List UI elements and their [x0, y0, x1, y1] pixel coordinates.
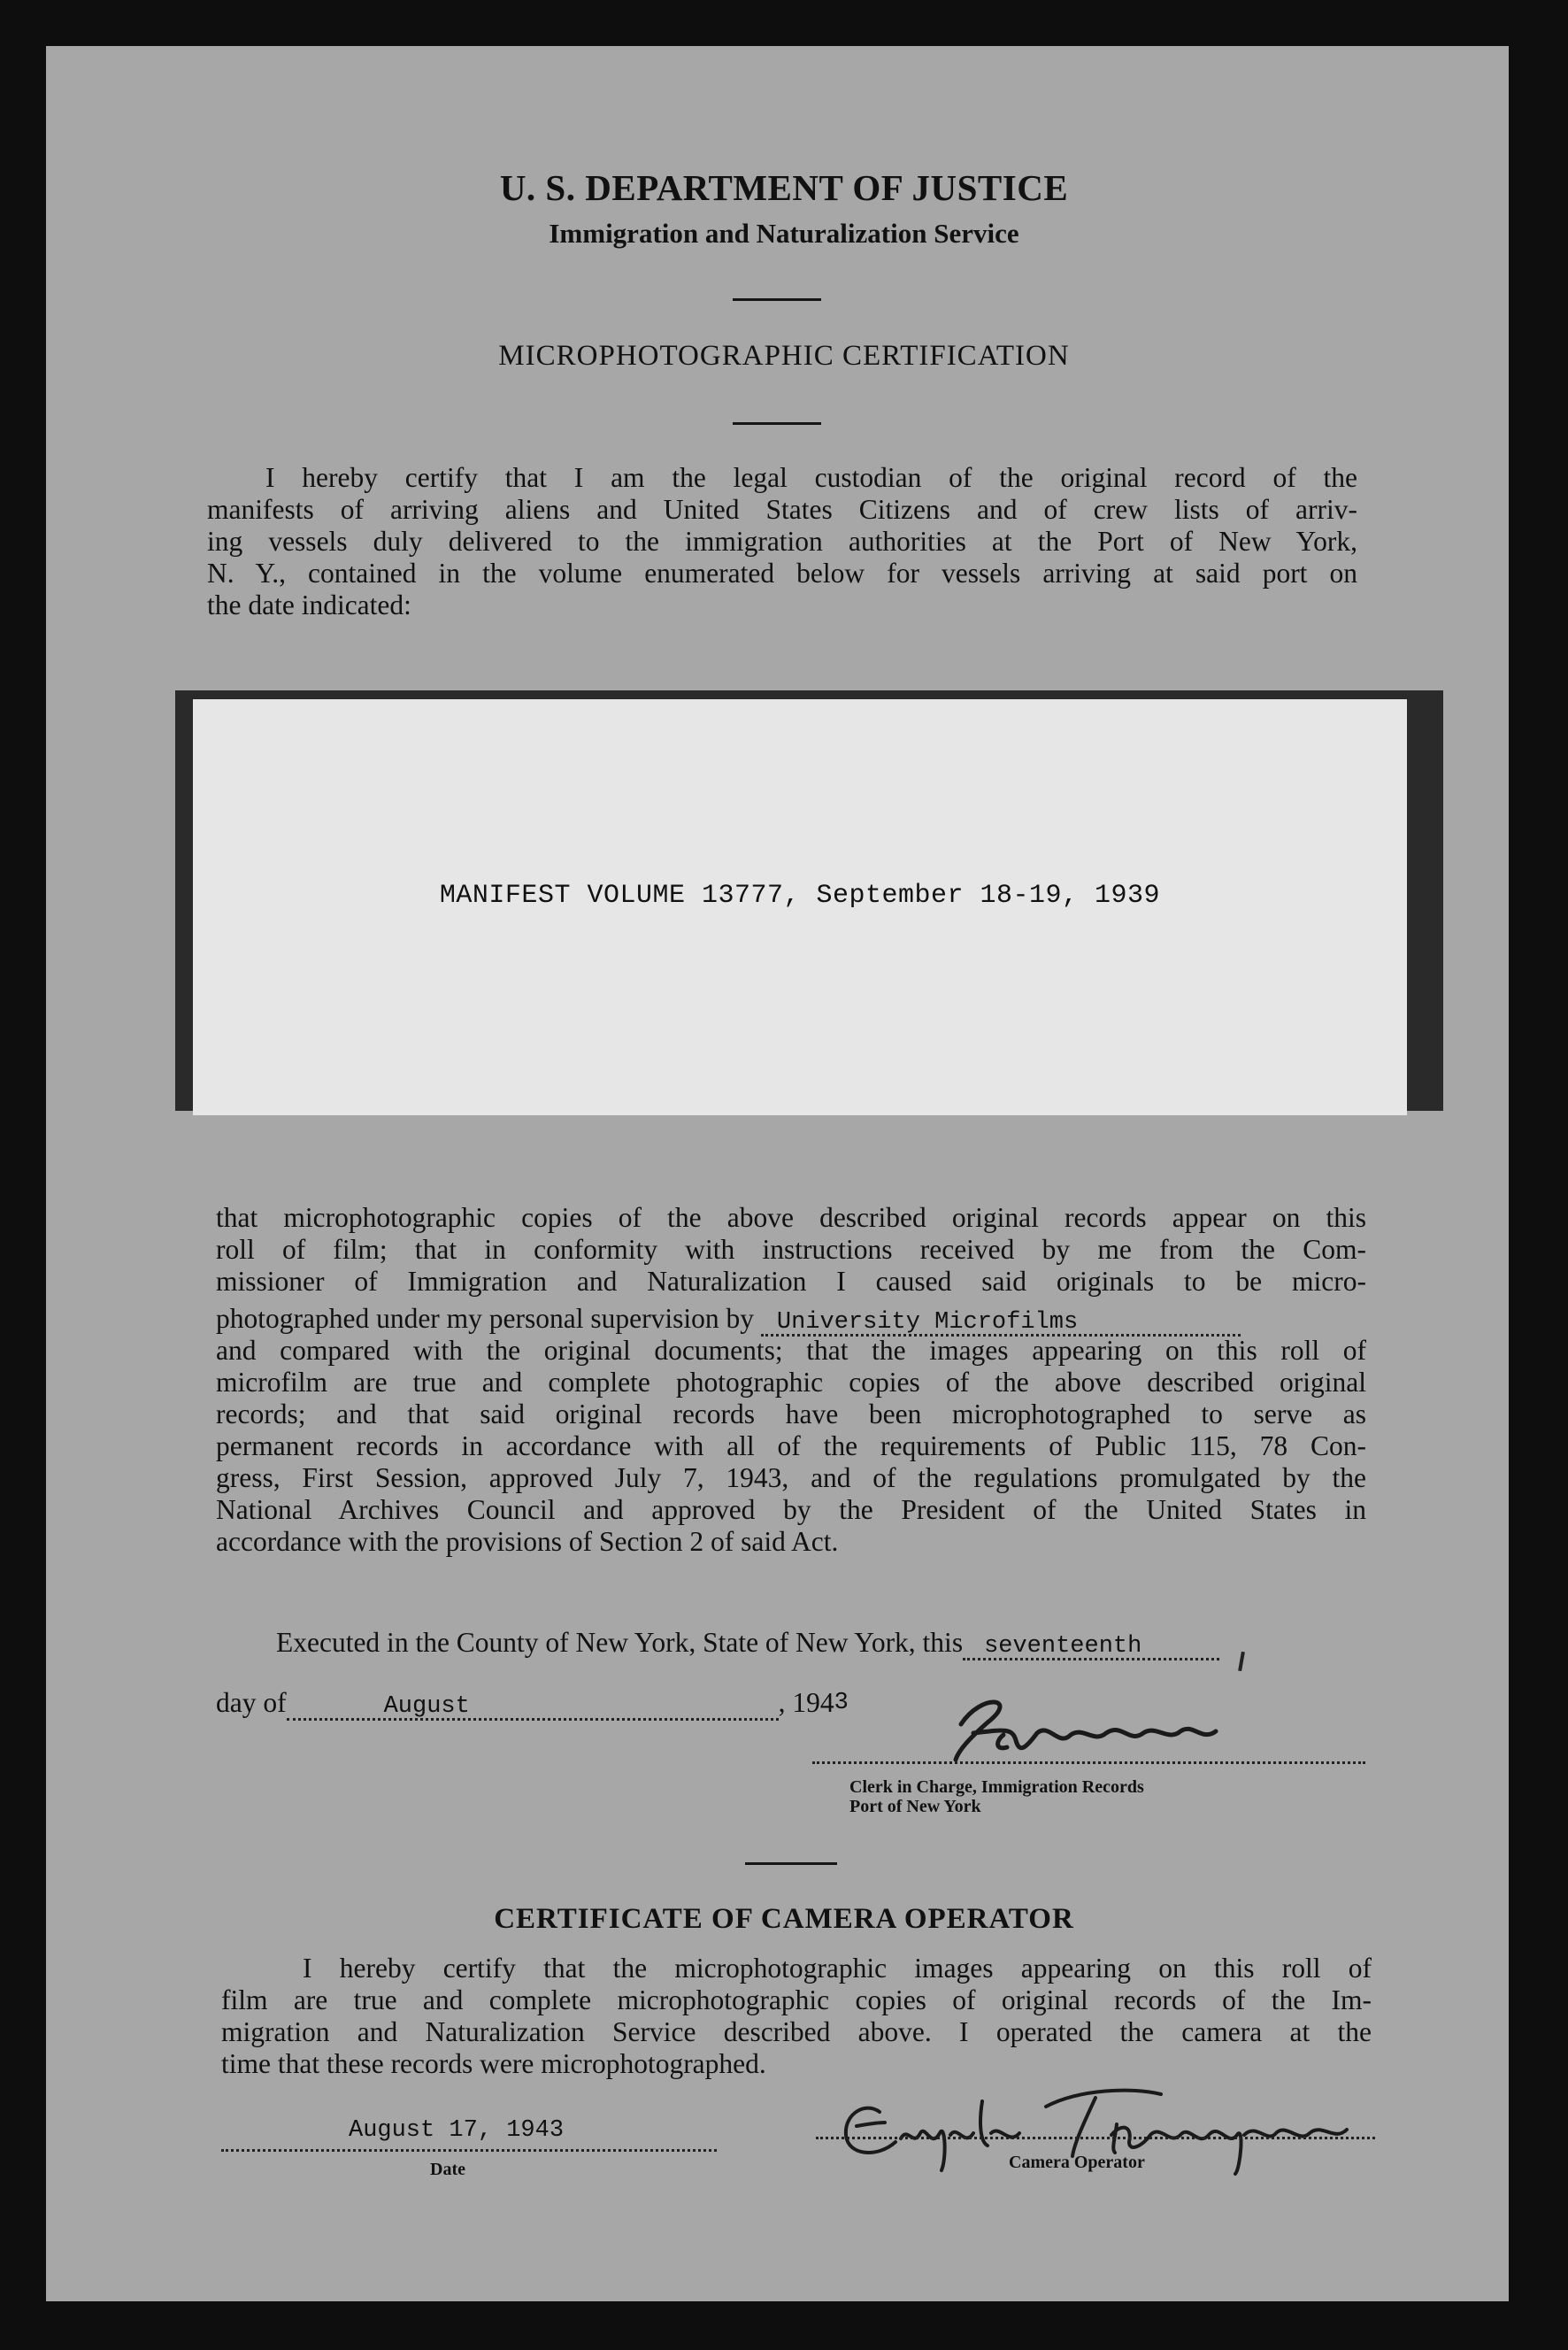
paragraph-line: ing vessels duly delivered to the immigration authorities at the Port of New York, [207, 526, 1357, 557]
paragraph-line: that microphotographic copies of the above described original records appear on this [216, 1202, 1366, 1233]
paragraph-line: accordance with the provisions of Section 2 of said Act. [216, 1526, 839, 1557]
date-line [221, 2149, 717, 2152]
date-line [216, 1687, 849, 1722]
paragraph-line: National Archives Council and approved by the President of the United States in [216, 1494, 1366, 1525]
clerk-location-line: Port of New York [849, 1797, 981, 1816]
paragraph-line: the date indicated: [207, 589, 411, 620]
paragraph-line [216, 1303, 1366, 1335]
photographed-by-label: photographed under my personal supervision by [216, 1303, 755, 1334]
paragraph-line: gress, First Session, approved July 7, 1943, and of the regulations promulgated by the [216, 1462, 1366, 1493]
camera-operator-label: Camera Operator [1009, 2153, 1145, 2172]
paragraph-line: I hereby certify that I am the legal custodian of the original record of the [265, 462, 1357, 493]
day-field: seventeenth [963, 1635, 1219, 1660]
paragraph-line: records; and that said original records have been microphotographed to serve as [216, 1398, 1366, 1429]
intro-paragraph [207, 462, 1357, 621]
camera-operator-paragraph [221, 1953, 1372, 2080]
body-paragraph [216, 1202, 1366, 1558]
divider-rule [733, 298, 821, 301]
clerk-title [849, 1777, 1144, 1816]
photographed-by-field: University Microfilms [761, 1311, 1241, 1337]
paragraph-line: microfilm are true and complete photographic copies of the above described original [216, 1367, 1366, 1398]
service-subheading: Immigration and Naturalization Service [549, 218, 1019, 249]
clerk-signature-line [812, 1761, 1365, 1764]
divider-rule [733, 422, 821, 425]
executed-label: Executed in the County of New York, State of New York, this [276, 1627, 964, 1658]
operator-date-value: August 17, 1943 [349, 2117, 565, 2144]
camera-operator-heading: CERTIFICATE OF CAMERA OPERATOR [494, 1903, 1074, 1935]
paragraph-line: I hereby certify that the microphotographic images appearing on this roll of [303, 1953, 1372, 1984]
certification-title: MICROPHOTOGRAPHIC CERTIFICATION [498, 340, 1070, 372]
paragraph-line: film are true and complete microphotographic copies of original records of the Im- [221, 1984, 1372, 2015]
department-heading: U. S. DEPARTMENT OF JUSTICE [499, 167, 1069, 208]
clerk-signature [920, 1691, 1345, 1770]
paragraph-line: manifests of arriving aliens and United States Citizens and of crew lists of arriv- [207, 494, 1357, 525]
manifest-insert-card [193, 699, 1407, 1115]
operator-signature-line [816, 2137, 1375, 2139]
paragraph-line: roll of film; that in conformity with instructions received by me from the Com- [216, 1234, 1366, 1265]
paragraph-line: time that these records were microphotographed. [221, 2048, 766, 2079]
executed-line [276, 1627, 1366, 1660]
divider-rule [745, 1862, 837, 1865]
manifest-volume-label: MANIFEST VOLUME 13777, September 18-19, 1939 [439, 881, 1161, 911]
paragraph-line: missioner of Immigration and Naturalization I caused said originals to be micro- [216, 1266, 1366, 1297]
year-prefix: , 194 [778, 1687, 834, 1718]
paragraph-line: permanent records in accordance with all of the requirements of Public 115, 78 Con- [216, 1430, 1366, 1461]
year-field: 3 [834, 1690, 849, 1716]
paragraph-line: migration and Naturalization Service described above. I operated the camera at the [221, 2016, 1372, 2047]
paragraph-line: N. Y., contained in the volume enumerated below for vessels arriving at said port on [207, 558, 1357, 589]
month-field: August [287, 1695, 779, 1721]
paragraph-line: and compared with the original documents; that the images appearing on this roll of [216, 1335, 1366, 1366]
clerk-title-line: Clerk in Charge, Immigration Records [849, 1777, 1144, 1797]
date-label: Date [430, 2160, 465, 2179]
day-of-label: day of [216, 1687, 287, 1718]
